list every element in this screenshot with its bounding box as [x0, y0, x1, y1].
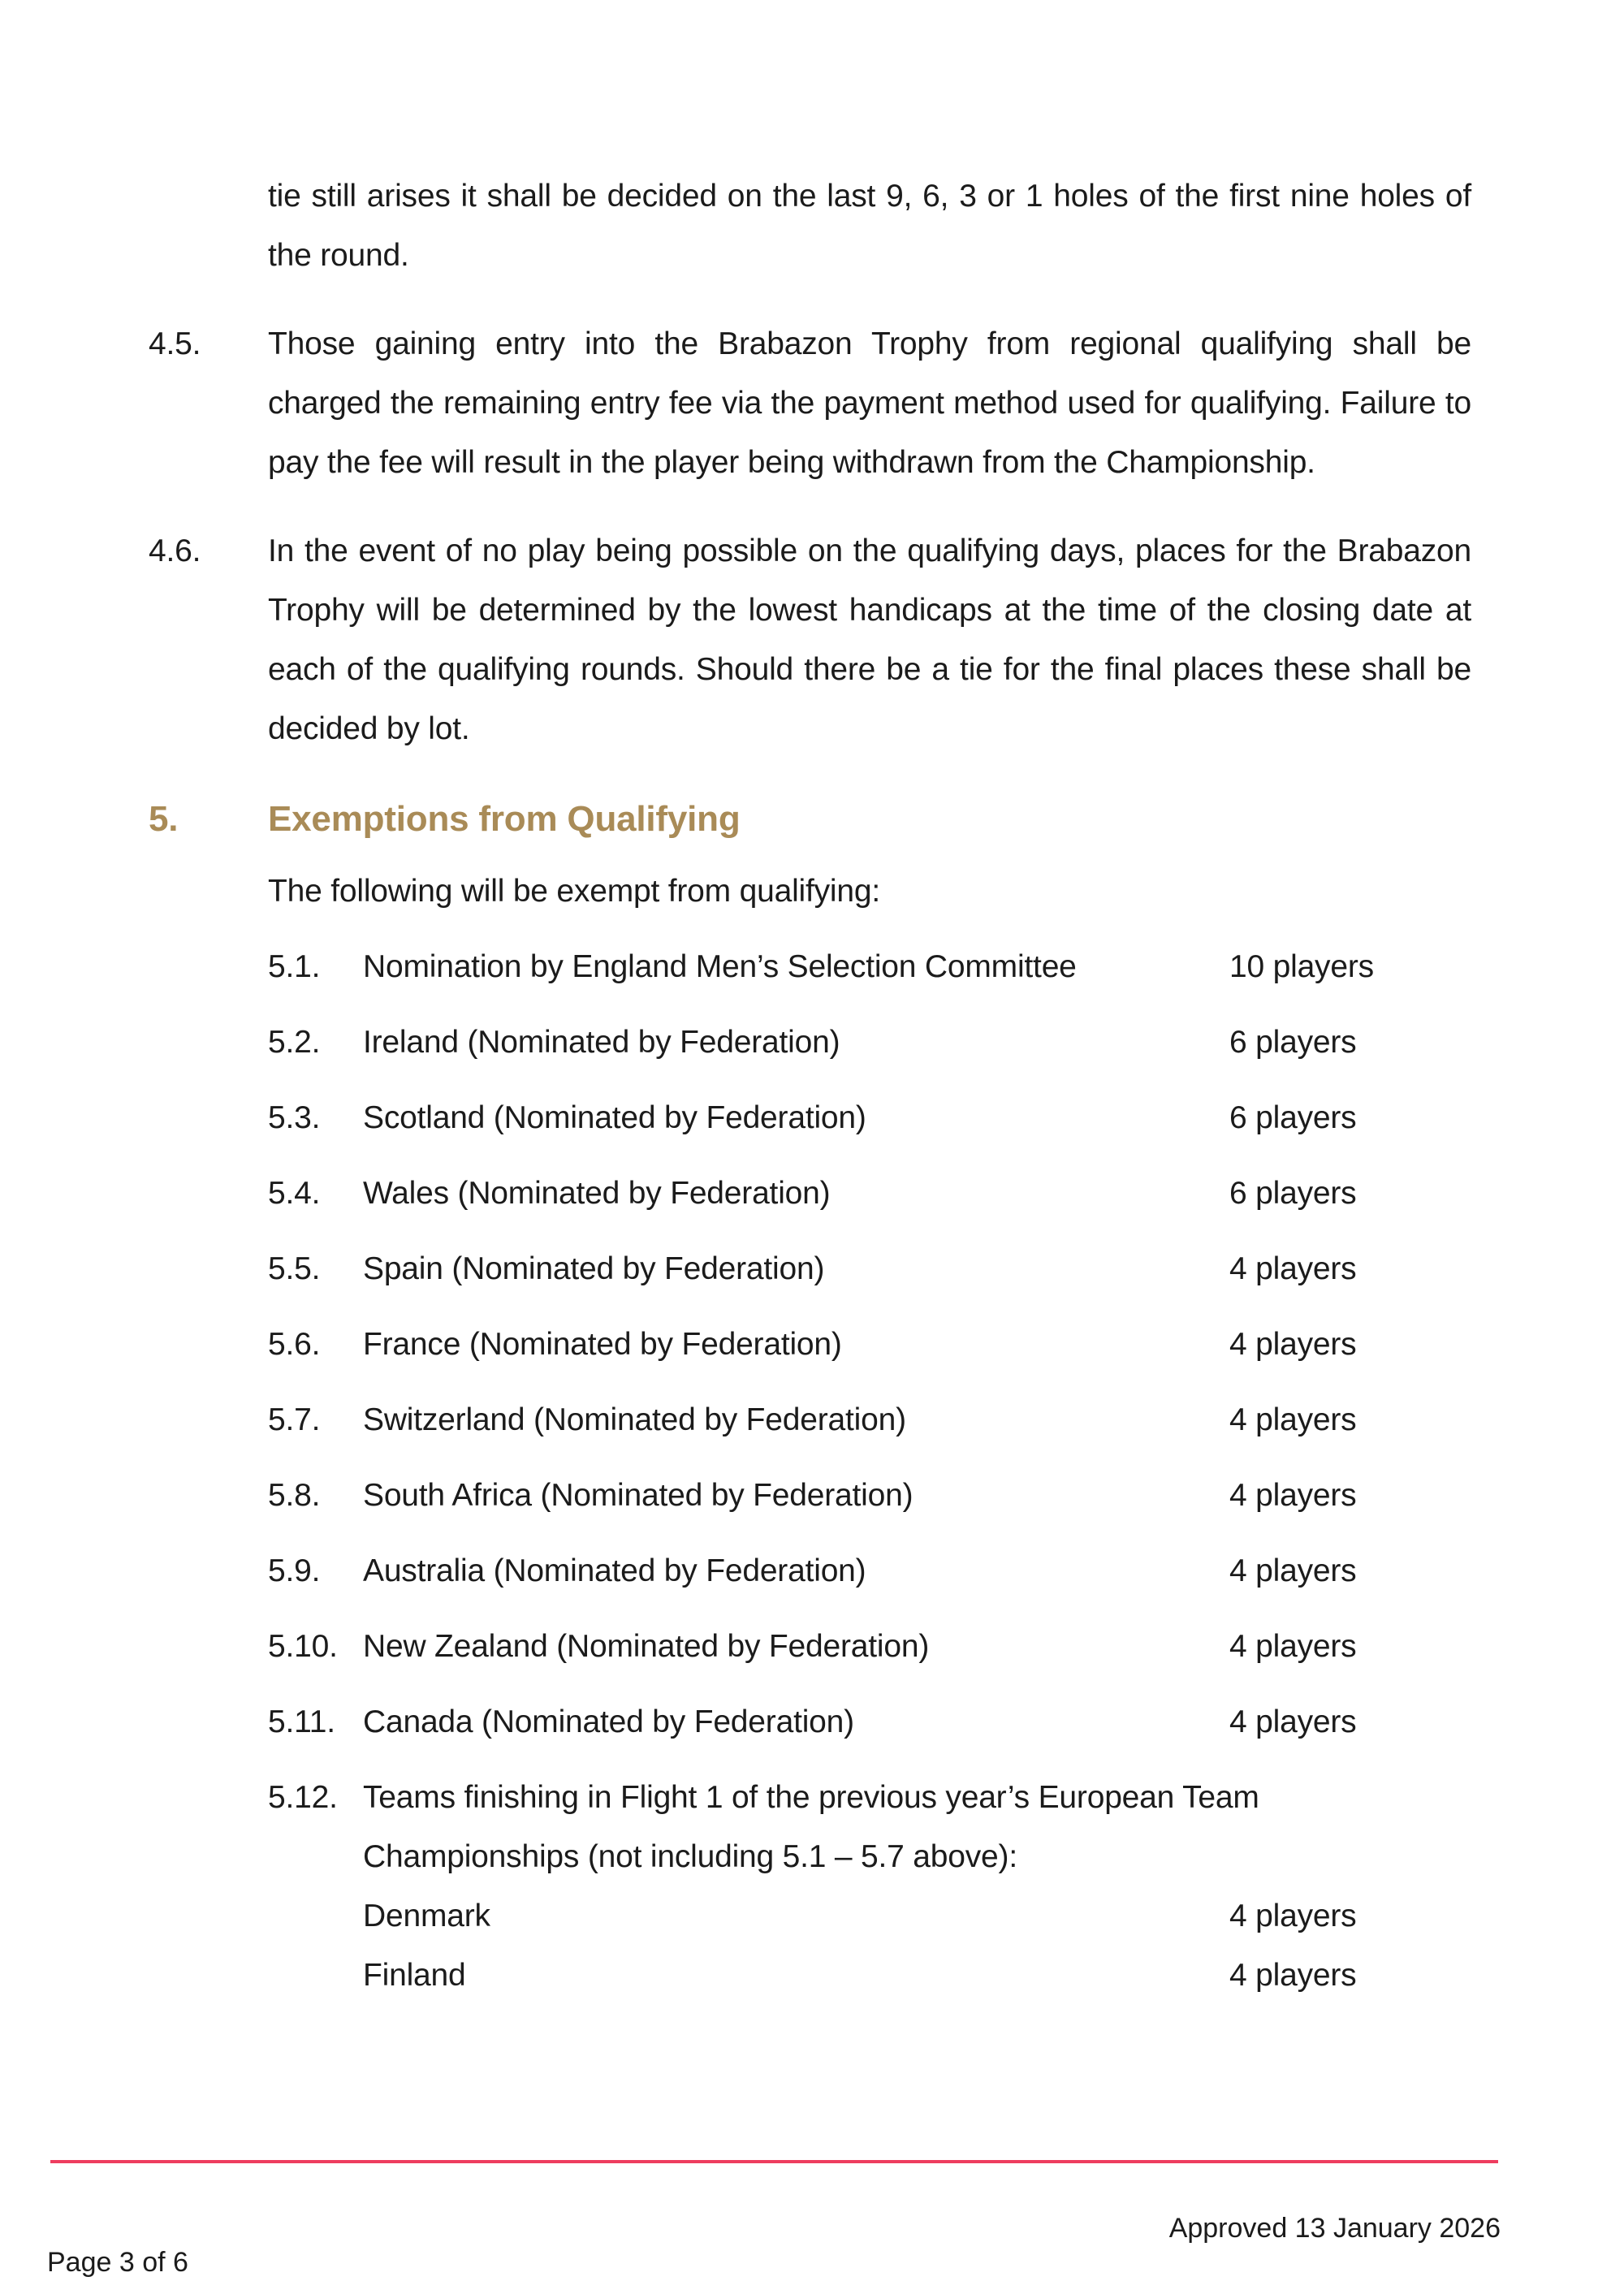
page-number: Page 3 of 6	[47, 2247, 188, 2278]
item-players: 6 players	[1229, 1100, 1357, 1135]
approved-date: Approved 13 January 2026	[1168, 2213, 1501, 2244]
item-text: New Zealand (Nominated by Federation)	[363, 1629, 930, 1664]
item-number: 5.7.	[268, 1402, 321, 1437]
item-number: 5.10.	[268, 1629, 338, 1664]
exemption-item	[268, 1088, 1471, 1147]
item-text: Canada (Nominated by Federation)	[363, 1704, 854, 1739]
exemption-item	[268, 1541, 1471, 1601]
section-title: Exemptions from Qualifying	[268, 799, 741, 839]
clause-text: In the event of no play being possible on the qualifying days, places for the Brabazon Trophy will be determined by the lowest handicaps at the time of the closing date at each of the qualifying rounds. Should there be a tie for the final places these shall be decided by lot.	[268, 534, 1471, 746]
exemption-item	[268, 937, 1471, 996]
item-number: 5.4.	[268, 1176, 321, 1211]
item-players: 4 players	[1229, 1553, 1357, 1588]
item-number: 5.12.	[268, 1780, 338, 1815]
item-players: 10 players	[1229, 949, 1374, 984]
item-players: 4 players	[1229, 1402, 1357, 1437]
item-number: 5.8.	[268, 1478, 321, 1513]
item-text: Ireland (Nominated by Federation)	[363, 1025, 840, 1060]
item-text: Wales (Nominated by Federation)	[363, 1176, 831, 1211]
item-number: 5.6.	[268, 1327, 321, 1362]
exemption-item	[268, 1164, 1471, 1223]
exemption-item	[268, 1013, 1471, 1072]
clause-4-6	[149, 521, 1471, 758]
item-number-spacer	[268, 1946, 363, 2005]
clause-number: 4.6.	[149, 534, 201, 568]
item-number: 5.11.	[268, 1704, 335, 1739]
team-name: Denmark	[363, 1899, 490, 1933]
exemption-list	[149, 937, 1471, 2005]
exemption-item	[268, 1239, 1471, 1298]
item-number: 5.2.	[268, 1025, 321, 1060]
exemption-item	[268, 1390, 1471, 1449]
item-players: 6 players	[1229, 1176, 1357, 1211]
item-text: South Africa (Nominated by Federation)	[363, 1478, 914, 1513]
flight-team-row	[268, 1946, 1471, 2005]
section-number: 5.	[149, 799, 179, 839]
exemption-item	[268, 1768, 1471, 1886]
clause-text: Those gaining entry into the Brabazon Trophy from regional qualifying shall be charged the remaining entry fee via the payment method used for qualifying. Failure to pay the fee will result in the player being withdrawn from the Championship.	[268, 326, 1471, 480]
document-content	[149, 166, 1471, 2005]
footer-divider	[50, 2160, 1498, 2163]
item-number: 5.9.	[268, 1553, 321, 1588]
item-text: Switzerland (Nominated by Federation)	[363, 1402, 906, 1437]
section-heading	[149, 789, 1471, 849]
section-intro: The following will be exempt from qualifying:	[268, 874, 881, 909]
exemption-item	[268, 1617, 1471, 1676]
team-name: Finland	[363, 1958, 466, 1993]
item-number: 5.1.	[268, 949, 321, 984]
item-text: Scotland (Nominated by Federation)	[363, 1100, 866, 1135]
item-text: France (Nominated by Federation)	[363, 1327, 842, 1362]
clause-number: 4.5.	[149, 326, 201, 361]
team-players: 4 players	[1229, 1899, 1357, 1933]
team-players: 4 players	[1229, 1958, 1357, 1993]
item-players: 4 players	[1229, 1704, 1357, 1739]
item-number: 5.5.	[268, 1251, 321, 1286]
flight-team-row	[268, 1886, 1471, 1946]
exemption-item	[268, 1315, 1471, 1374]
item-text: Teams finishing in Flight 1 of the previous year’s European Team Championships (not including 5.1 – 5.7 above):	[363, 1780, 1259, 1874]
item-text: Spain (Nominated by Federation)	[363, 1251, 825, 1286]
continuation-paragraph: tie still arises it shall be decided on the last 9, 6, 3 or 1 holes of the first nine holes of the round.	[268, 179, 1471, 273]
item-players: 4 players	[1229, 1327, 1357, 1362]
item-players: 4 players	[1229, 1629, 1357, 1664]
item-text: Australia (Nominated by Federation)	[363, 1553, 866, 1588]
exemption-item	[268, 1692, 1471, 1752]
item-players: 4 players	[1229, 1251, 1357, 1286]
item-number-spacer	[268, 1886, 363, 1946]
exemption-item	[268, 1466, 1471, 1525]
item-players: 6 players	[1229, 1025, 1357, 1060]
item-players: 4 players	[1229, 1478, 1357, 1513]
item-text: Nomination by England Men’s Selection Committee	[363, 949, 1077, 984]
clause-4-5	[149, 314, 1471, 492]
item-number: 5.3.	[268, 1100, 321, 1135]
